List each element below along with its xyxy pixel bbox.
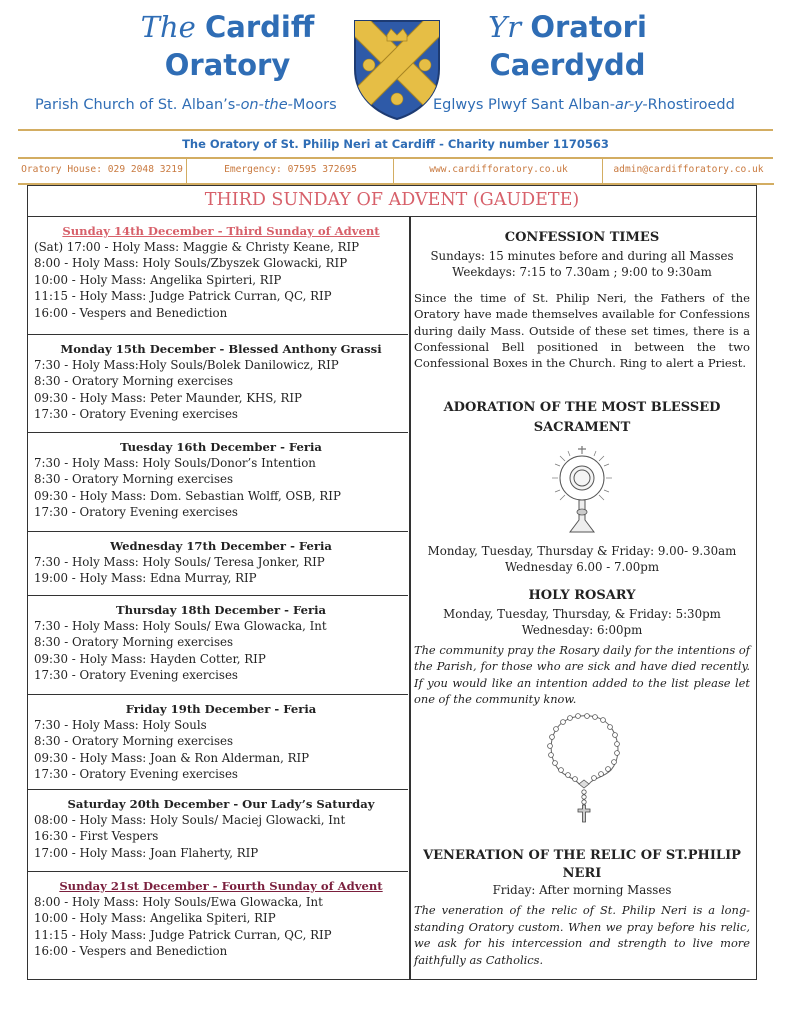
rosary-title: HOLY ROSARY [528, 588, 636, 603]
column-divider [409, 217, 411, 980]
confession-line: Sundays: 15 minutes before and during all Masses [430, 249, 734, 263]
right-sub-prefix: Eglwys Plwyf Sant Alban- [433, 97, 615, 113]
schedule-line: (Sat) 17:00 - Holy Mass: Maggie & Christy Keane, RIP [34, 240, 360, 254]
right-title [460, 8, 675, 84]
schedule-line: 11:15 - Holy Mass: Judge Patrick Curran, QC, RIP [34, 289, 332, 304]
schedule-line: 7:30 - Holy Mass: Holy Souls/Donor’s Intention [34, 456, 316, 470]
adoration-times [414, 543, 750, 576]
schedule-line: 7:30 - Holy Mass: Holy Souls/ Ewa Glowacka, Int [34, 619, 327, 633]
right-sub-suffix: Rhostiroedd [647, 97, 735, 113]
day-block [28, 872, 408, 978]
relic-title: VENERATION OF THE RELIC OF ST.PHILIP [423, 848, 741, 863]
schedule-line: 8:00 - Holy Mass: Holy Souls/Ewa Glowacka, Int [34, 895, 323, 909]
schedule-line: 08:00 - Holy Mass: Holy Souls/ Maciej Glowacki, Int [34, 813, 346, 827]
day-title: Saturday 20th December - Our Lady’s Saturday [67, 797, 375, 811]
day-block [28, 433, 408, 532]
schedule-line: 11:15 - Holy Mass: Judge Patrick Curran, QC, RIP [34, 927, 332, 942]
rosary-section [414, 586, 750, 707]
relic-line: Friday: After morning Masses [492, 883, 672, 897]
schedule-line: 09:30 - Holy Mass: Peter Maunder, KHS, RIP [34, 390, 302, 405]
right-sub-italic: ar-y- [614, 97, 648, 113]
monstrance-icon [548, 444, 616, 536]
schedule-line: 7:30 - Holy Mass: Holy Souls/ Teresa Jonker, RIP [34, 555, 325, 569]
confession-title: CONFESSION TIMES [504, 230, 660, 245]
left-title-cardiff: Cardiff [205, 10, 315, 44]
adoration-line: Monday, Tuesday, Thursday & Friday: 9.00- 9.30am [427, 544, 737, 558]
left-sub-prefix: Parish Church of St. Alban’s- [35, 97, 241, 113]
right-title-caerdydd: Caerdydd [489, 48, 646, 82]
day-title: Friday 19th December - Feria [125, 702, 317, 716]
adoration-section [414, 398, 750, 438]
day-block [28, 695, 408, 790]
day-block [28, 790, 408, 872]
day-title: Sunday 14th December - Third Sunday of Advent [62, 224, 380, 238]
schedule-line: 7:30 - Holy Mass: Holy Souls [34, 718, 207, 732]
schedule-line: 19:00 - Holy Mass: Edna Murray, RIP [34, 571, 257, 586]
schedule-line: 8:30 - Oratory Morning exercises [34, 734, 234, 749]
day-title: Wednesday 17th December - Feria [110, 539, 332, 553]
contact-emergency: Emergency: 07595 372695 [186, 157, 394, 185]
charity-line: The Oratory of St. Philip Neri at Cardiff - Charity number 1170563 [18, 129, 773, 159]
schedule-line: 8:30 - Oratory Morning exercises [34, 635, 234, 650]
right-title-oratori: Oratori [530, 10, 647, 44]
schedule-line: 8:00 - Holy Mass: Holy Souls/Zbyszek Glowacki, RIP [34, 256, 348, 271]
right-title-yr: Yr [488, 10, 522, 44]
schedule-line: 8:30 - Oratory Morning exercises [34, 374, 234, 389]
schedule-line: 16:30 - First Vespers [34, 829, 159, 844]
rosary-icon [543, 712, 627, 824]
adoration-line: Wednesday 6.00 - 7.00pm [504, 560, 660, 575]
day-block [28, 596, 408, 695]
schedule-line: 10:00 - Holy Mass: Angelika Spirteri, RIP [34, 272, 282, 287]
schedule-line: 16:00 - Vespers and Benediction [34, 944, 228, 959]
rosary-paragraph: The community pray the Rosary daily for the intentions of the Parish, for those who are sick and have died recently. If you would like an intention added to the list please let one of the community know. [414, 642, 750, 707]
schedule-line: 09:30 - Holy Mass: Hayden Cotter, RIP [34, 651, 266, 666]
schedule-line: 17:30 - Oratory Evening exercises [34, 767, 238, 782]
left-sub-suffix: Moors [292, 97, 337, 113]
day-block [28, 335, 408, 433]
schedule-line: 10:00 - Holy Mass: Angelika Spiteri, RIP [34, 911, 276, 926]
contact-website[interactable]: www.cardifforatory.co.uk [393, 157, 603, 185]
schedule-line: 09:30 - Holy Mass: Dom. Sebastian Wolff, OSB, RIP [34, 488, 341, 503]
confession-section [414, 228, 750, 372]
contact-phone: Oratory House: 029 2048 3219 [18, 157, 186, 185]
rosary-line: Wednesday: 6:00pm [521, 623, 643, 638]
left-subtitle [35, 97, 337, 113]
day-title: Tuesday 16th December - Feria [120, 440, 322, 454]
adoration-title: ADORATION OF THE MOST BLESSED [443, 400, 721, 415]
confession-line: Weekdays: 7:15 to 7.30am ; 9:00 to 9:30am [452, 265, 712, 280]
relic-paragraph: The veneration of the relic of St. Philip Neri is a long-standing Oratory custom. When we pray before his relic, we ask for his intercession and strength to live more faithfully as Catholics. [414, 903, 750, 967]
right-subtitle [433, 97, 735, 113]
confession-paragraph: Since the time of St. Philip Neri, the Fathers of the Oratory have made themselves available for Confessions during daily Mass. Outside of these set times, there is a Confessional Bell positioned in between the two Confessional Boxes in the Church. Ring to alert a Priest. [414, 290, 750, 371]
left-sub-italic: on-the- [240, 97, 293, 113]
day-title: Sunday 21st December - Fourth Sunday of Advent [59, 879, 383, 893]
page-heading: THIRD SUNDAY OF ADVENT (GAUDETE) [27, 185, 757, 217]
left-title-the: The [140, 10, 196, 44]
schedule-line: 17:00 - Holy Mass: Joan Flaherty, RIP [34, 845, 259, 860]
rosary-line: Monday, Tuesday, Thursday, & Friday: 5:30pm [443, 607, 721, 621]
schedule-line: 17:30 - Oratory Evening exercises [34, 407, 238, 422]
relic-section [414, 846, 750, 968]
day-title: Thursday 18th December - Feria [115, 603, 327, 617]
schedule-line: 16:00 - Vespers and Benediction [34, 305, 228, 320]
schedule-line: 09:30 - Holy Mass: Joan & Ron Alderman, RIP [34, 750, 310, 765]
day-block [28, 217, 408, 335]
left-title [120, 8, 335, 84]
schedule-line: 8:30 - Oratory Morning exercises [34, 472, 234, 487]
adoration-title: SACRAMENT [533, 420, 631, 435]
schedule-line: 7:30 - Holy Mass:Holy Souls/Bolek Danilowicz, RIP [34, 358, 339, 372]
day-block [28, 532, 408, 596]
schedule-line: 17:30 - Oratory Evening exercises [34, 505, 238, 520]
left-title-oratory: Oratory [164, 48, 291, 82]
schedule-line: 17:30 - Oratory Evening exercises [34, 668, 238, 683]
day-title: Monday 15th December - Blessed Anthony Grassi [60, 342, 382, 356]
relic-title: NERI [562, 866, 602, 881]
contact-email[interactable]: admin@cardifforatory.co.uk [602, 157, 774, 185]
coat-of-arms-icon [351, 17, 443, 121]
